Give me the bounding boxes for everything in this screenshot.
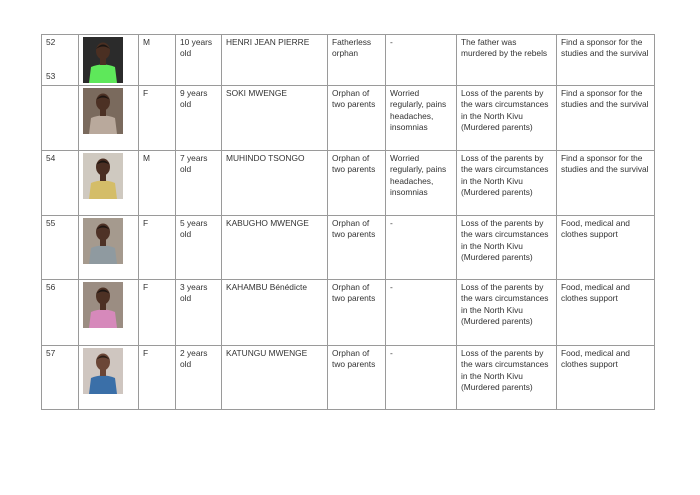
need-cell	[557, 35, 655, 86]
child-portrait	[83, 88, 123, 134]
age-value: 3 years old	[180, 282, 208, 304]
row-number: 52	[46, 37, 56, 47]
health-cell	[386, 35, 457, 86]
photo-cell	[79, 86, 139, 151]
status-cell	[328, 86, 386, 151]
health-note: Worried regularly, pains headaches, insomnias	[390, 88, 447, 133]
situation-note: The father was murdered by the rebels	[461, 37, 548, 59]
age-cell	[176, 35, 222, 86]
name-cell	[222, 35, 328, 86]
child-name: SOKI MWENGE	[226, 88, 287, 98]
need-note: Food, medical and clothes support	[561, 218, 630, 240]
photo-cell	[79, 216, 139, 280]
orphan-status: Orphan of two parents	[332, 348, 376, 370]
situation-note: Loss of the parents by the wars circumstances in the North Kivu (Murdered parents)	[461, 218, 549, 263]
health-cell	[386, 216, 457, 280]
situation-cell	[457, 216, 557, 280]
table-row	[42, 35, 655, 86]
child-name: KATUNGU MWENGE	[226, 348, 308, 358]
name-cell	[222, 280, 328, 346]
health-note: Worried regularly, pains headaches, insomnias	[390, 153, 447, 198]
situation-cell	[457, 346, 557, 410]
photo-cell	[79, 280, 139, 346]
health-note: -	[390, 282, 393, 292]
photo-cell	[79, 346, 139, 410]
health-note: -	[390, 37, 393, 47]
need-note: Find a sponsor for the studies and the survival	[561, 88, 649, 110]
situation-cell	[457, 280, 557, 346]
child-name: MUHINDO TSONGO	[226, 153, 305, 163]
age-value: 5 years old	[180, 218, 208, 240]
sex-cell	[139, 86, 176, 151]
name-cell	[222, 86, 328, 151]
situation-note: Loss of the parents by the wars circumstances in the North Kivu (Murdered parents)	[461, 348, 549, 393]
sex-cell	[139, 216, 176, 280]
child-portrait	[83, 282, 123, 328]
name-cell	[222, 151, 328, 216]
age-cell	[176, 280, 222, 346]
health-cell	[386, 151, 457, 216]
need-cell	[557, 216, 655, 280]
row-number-cell	[42, 216, 79, 280]
row-number: 57	[46, 348, 56, 358]
need-note: Food, medical and clothes support	[561, 282, 630, 304]
orphans-table-body	[42, 35, 655, 410]
need-note: Food, medical and clothes support	[561, 348, 630, 370]
health-cell	[386, 86, 457, 151]
health-cell	[386, 346, 457, 410]
sex-value: F	[143, 88, 149, 98]
health-cell	[386, 280, 457, 346]
orphan-status: Orphan of two parents	[332, 153, 376, 175]
orphan-status: Fatherless orphan	[332, 37, 372, 59]
row-number-cell	[42, 86, 79, 151]
age-value: 9 years old	[180, 88, 208, 110]
age-cell	[176, 346, 222, 410]
row-number: 54	[46, 153, 56, 163]
situation-note: Loss of the parents by the wars circumstances in the North Kivu (Murdered parents)	[461, 153, 549, 198]
sex-value: M	[143, 153, 150, 163]
sex-value: F	[143, 282, 149, 292]
child-name: KAHAMBU Bénédicte	[226, 282, 307, 292]
age-cell	[176, 216, 222, 280]
status-cell	[328, 280, 386, 346]
need-note: Find a sponsor for the studies and the survival	[561, 153, 649, 175]
sex-value: M	[143, 37, 150, 47]
sex-cell	[139, 346, 176, 410]
need-cell	[557, 346, 655, 410]
orphans-table	[41, 34, 655, 410]
health-note: -	[390, 348, 393, 358]
situation-cell	[457, 35, 557, 86]
age-value: 7 years old	[180, 153, 208, 175]
situation-note: Loss of the parents by the wars circumstances in the North Kivu (Murdered parents)	[461, 282, 549, 327]
table-row	[42, 151, 655, 216]
sex-value: F	[143, 348, 149, 358]
orphan-status: Orphan of two parents	[332, 282, 376, 304]
name-cell	[222, 216, 328, 280]
child-portrait	[83, 153, 123, 199]
need-cell	[557, 280, 655, 346]
need-cell	[557, 151, 655, 216]
status-cell	[328, 151, 386, 216]
child-name: HENRI JEAN PIERRE	[226, 37, 310, 47]
status-cell	[328, 346, 386, 410]
age-cell	[176, 151, 222, 216]
row-number: 55	[46, 218, 56, 228]
row-number-cell	[42, 280, 79, 346]
age-value: 2 years old	[180, 348, 208, 370]
photo-cell	[79, 35, 139, 86]
situation-cell	[457, 86, 557, 151]
name-cell	[222, 346, 328, 410]
sex-cell	[139, 280, 176, 346]
need-cell	[557, 86, 655, 151]
age-value: 10 years old	[180, 37, 213, 59]
row-number-cell	[42, 35, 79, 86]
row-number: 56	[46, 282, 56, 292]
health-note: -	[390, 218, 393, 228]
table-row	[42, 280, 655, 346]
status-cell	[328, 35, 386, 86]
table-row	[42, 86, 655, 151]
row-number-cell	[42, 346, 79, 410]
child-portrait	[83, 348, 123, 394]
child-portrait	[83, 37, 123, 83]
child-portrait	[83, 218, 123, 264]
photo-cell	[79, 151, 139, 216]
sex-value: F	[143, 218, 149, 228]
status-cell	[328, 216, 386, 280]
sex-cell	[139, 35, 176, 86]
need-note: Find a sponsor for the studies and the survival	[561, 37, 649, 59]
child-name: KABUGHO MWENGE	[226, 218, 309, 228]
age-cell	[176, 86, 222, 151]
orphan-status: Orphan of two parents	[332, 88, 376, 110]
table-row	[42, 346, 655, 410]
row-number-extra: 53	[46, 70, 56, 81]
orphan-status: Orphan of two parents	[332, 218, 376, 240]
row-number-cell	[42, 151, 79, 216]
situation-note: Loss of the parents by the wars circumstances in the North Kivu (Murdered parents)	[461, 88, 549, 133]
situation-cell	[457, 151, 557, 216]
table-row	[42, 216, 655, 280]
sex-cell	[139, 151, 176, 216]
